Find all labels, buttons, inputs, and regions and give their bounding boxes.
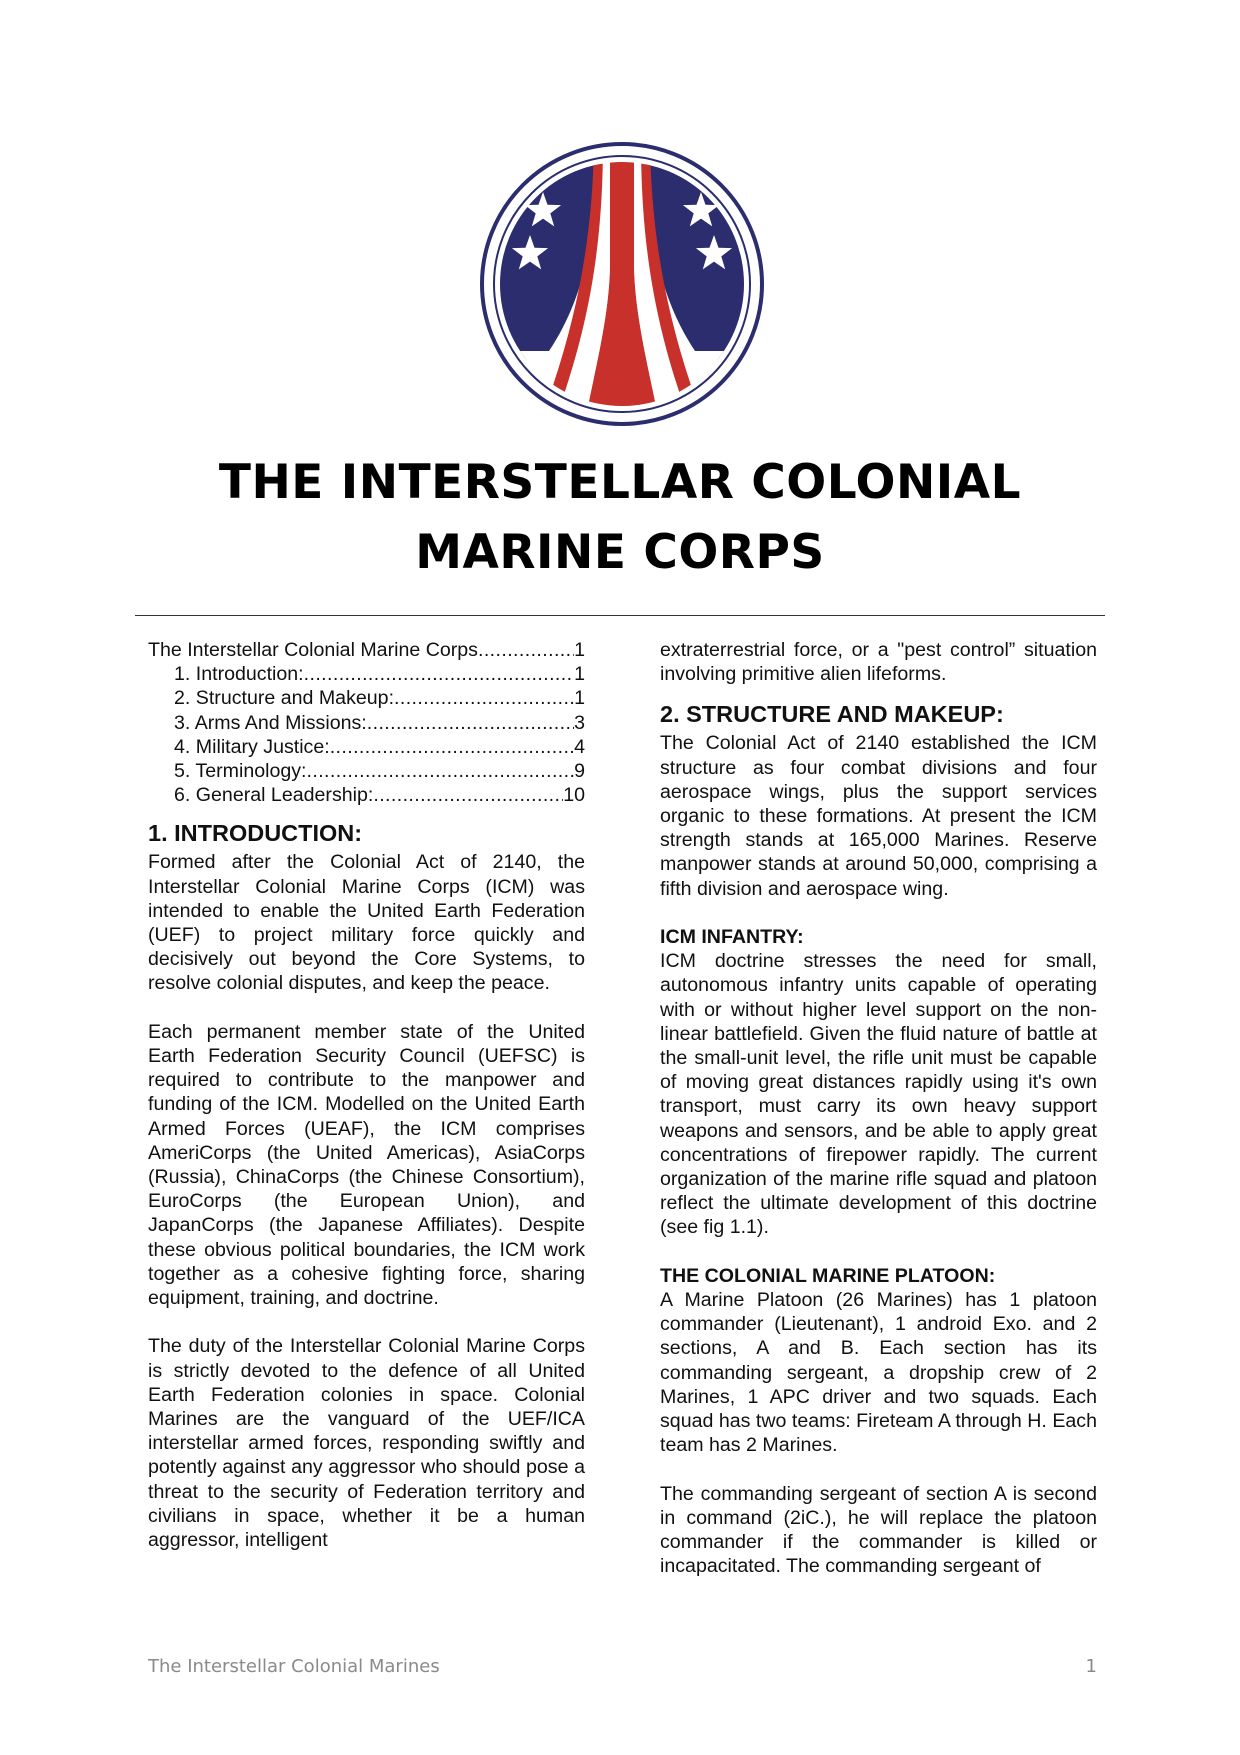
introduction-paragraph: Formed after the Colonial Act of 2140, the Interstellar Colonial Marine Corps (ICM) was intended to enable the United Earth Federation (UEF) to project military force quickly and decisively out beyond the Core Systems, to resolve colonial disputes, and keep the peace. [148,851,585,995]
toc-leader [330,735,574,759]
toc-leader [304,662,574,686]
infantry-heading: ICM INFANTRY: [660,926,804,949]
toc-item[interactable]: 5. Terminology: ..... 9 [148,759,585,783]
introduction-paragraph: The duty of the Interstellar Colonial Marine Corps is strictly devoted to the defence of all United Earth Federation colonies in space. Colonial Marines are the vanguard of the UEF/ICA interstellar armed forces, responding swiftly and potently against any aggressor who should pose a threat to the security of Federation territory and civilians in space, whether it be a human aggressor, intelligent [148,1335,585,1551]
document-title [0,448,1240,588]
structure-paragraph: The Colonial Act of 2140 established the ICM structure as four combat divisions and four aerospace wings, plus the support services organic to these formations. At present the ICM strength stands at 165,000 Marines. Reserve manpower stands at around 50,000, comprising a fifth division and aerospace wing. [660,732,1097,900]
toc-leader [307,759,575,783]
toc-item[interactable]: The Interstellar Colonial Marine Corps ..... 1 [148,638,585,662]
footer-title: The Interstellar Colonial Marines [148,1656,440,1677]
introduction-paragraph: Each permanent member state of the United Earth Federation Security Council (UEFSC) is required to contribute to the manpower and funding of the ICM. Modelled on the United Earth Armed Forces (UEAF), the ICM comprises AmeriCorps (the United Americas), AsiaCorps (Russia), ChinaCorps (the Chinese Consortium), EuroCorps (the European Union), and JapanCorps (the Japanese Affiliates). Despite these obvious political boundaries, the ICM work together as a cohesive fighting force, sharing equipment, training, and doctrine. [148,1020,585,1309]
table-of-contents [148,638,585,807]
toc-item[interactable]: 1. Introduction: ..... 1 [148,662,585,686]
toc-leader [394,686,574,710]
platoon-heading: THE COLONIAL MARINE PLATOON: [660,1264,996,1287]
left-column [148,638,585,1552]
toc-leader [367,711,574,735]
title-divider [135,615,1105,616]
toc-leader [478,638,574,662]
icm-emblem-icon [479,141,765,427]
infantry-paragraph: ICM doctrine stresses the need for small, autonomous infantry units capable of operating with or without higher level support on the non-linear battlefield. Given the fluid nature of battle at the small-unit level, the rifle unit must be capable of moving great distances rapidly using it's own transport, must carry its own heavy support weapons and sensors, and be able to apply great concentrations of firepower rapidly. The current organization of the marine rifle squad and platoon reflect the ultimate development of this doctrine (see fig 1.1). [660,950,1097,1239]
toc-item[interactable]: 2. Structure and Makeup: ..... 1 [148,686,585,710]
toc-item[interactable]: 6. General Leadership: ..... 10 [148,783,585,807]
title-line-1: THE INTERSTELLAR COLONIAL [218,455,1022,510]
toc-item[interactable]: 4. Military Justice: ..... 4 [148,735,585,759]
structure-heading: 2. STRUCTURE AND MAKEUP: [660,701,1004,728]
toc-item[interactable]: 3. Arms And Missions: ..... 3 [148,711,585,735]
introduction-heading: 1. INTRODUCTION: [148,820,363,847]
right-column [660,638,1097,1578]
toc-leader [373,783,563,807]
platoon-paragraph: A Marine Platoon (26 Marines) has 1 platoon commander (Lieutenant), 1 android Exo. and 2 sections, A and B. Each section has its commanding sergeant, a dropship crew of 2 Marines, 1 APC driver and two squads. Each squad has two teams: Fireteam A through H. Each team has 2 Marines. [660,1289,1097,1457]
platoon-paragraph: The commanding sergeant of section A is second in command (2iC.), he will replace the platoon commander if the commander is killed or incapacitated. The commanding sergeant of [660,1482,1097,1578]
introduction-continuation: extraterrestrial force, or a "pest control” situation involving primitive alien lifeforms. [660,639,1097,686]
title-line-2: MARINE CORPS [415,525,825,580]
page-number: 1 [1085,1656,1097,1677]
